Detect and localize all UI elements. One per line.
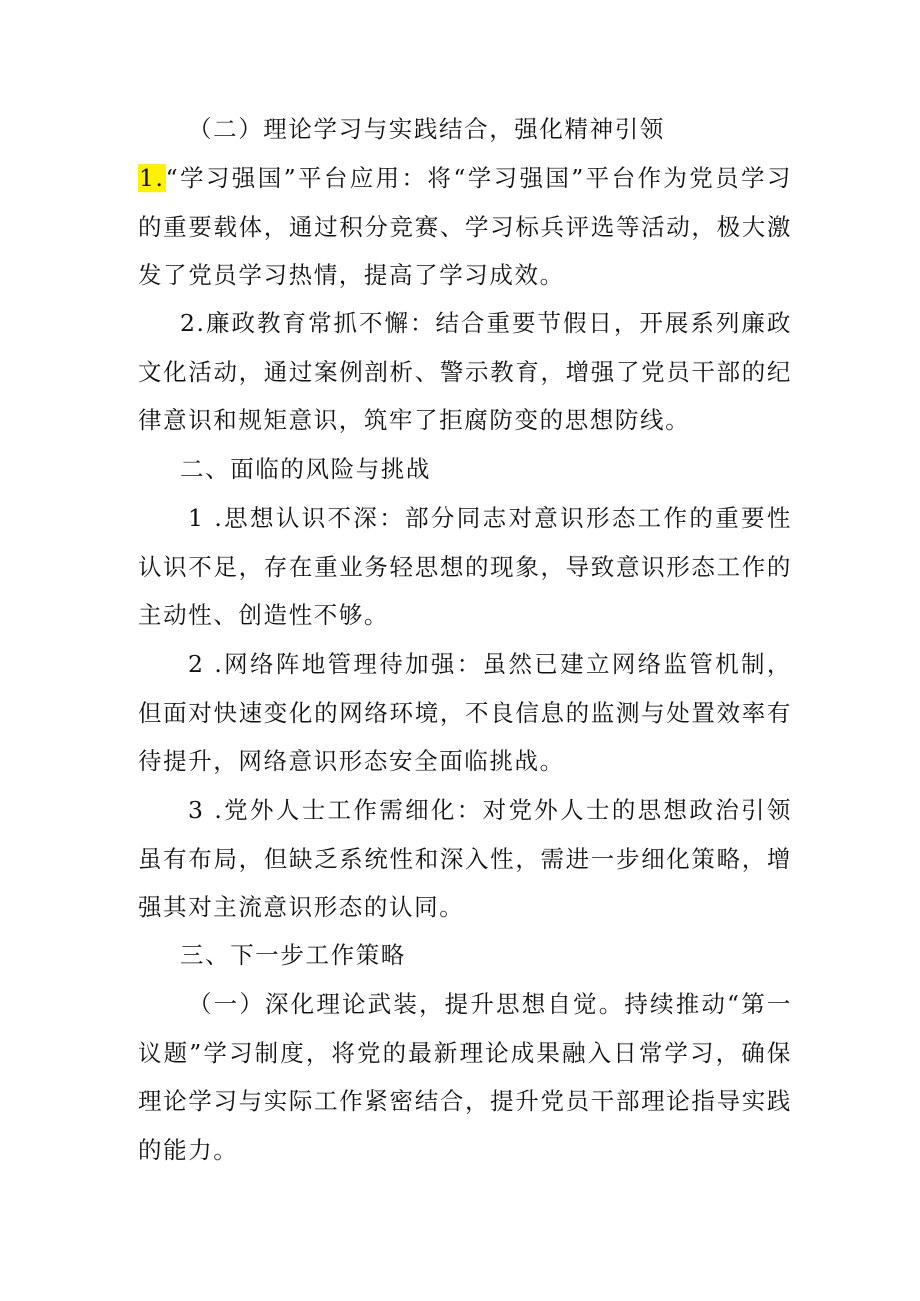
paragraph-item-2: 2.廉政教育常抓不懈：结合重要节假日，开展系列廉政文化活动，通过案例剖析、警示教育，增强了党员干部的纪律意识和规矩意识，筑牢了拒腐防变的思想防线。 bbox=[138, 309, 792, 434]
paragraph-risk-2: 2 .网络阵地管理待加强：虽然已建立网络监管机制，但面对快速变化的网络环境，不良信息的监测与处置效率有待提升，网络意识形态安全面临挑战。 bbox=[138, 650, 792, 775]
highlighted-number: 1. bbox=[139, 164, 165, 192]
section-heading-risks: 二、面临的风险与挑战 bbox=[180, 455, 431, 483]
paragraph-risk-1: 1 .思想认识不深：部分同志对意识形态工作的重要性认识不足，存在重业务轻思想的现象，导致意识形态工作的主动性、创造性不够。 bbox=[138, 504, 792, 629]
paragraph-strategy-1: （一）深化理论武装，提升思想自觉。持续推动“第一议题”学习制度，将党的最新理论成果融入日常学习，确保理论学习与实际工作紧密结合，提升党员干部理论指导实践的能力。 bbox=[138, 990, 792, 1164]
sub-heading-theory-practice: （二）理论学习与实践结合，强化精神引领 bbox=[188, 115, 665, 143]
paragraph-item-1 bbox=[138, 154, 792, 300]
paragraph-risk-3: 3 .党外人士工作需细化：对党外人士的思想政治引领虽有布局，但缺乏系统性和深入性，需进一步细化策略，增强其对主流意识形态的认同。 bbox=[138, 796, 792, 921]
item-1-text: “学习强国”平台应用：将“学习强国”平台作为党员学习的重要载体，通过积分竞赛、学习标兵评选等活动，极大激发了党员学习热情，提高了学习成效。 bbox=[138, 164, 792, 289]
section-heading-next-steps: 三、下一步工作策略 bbox=[180, 941, 406, 969]
